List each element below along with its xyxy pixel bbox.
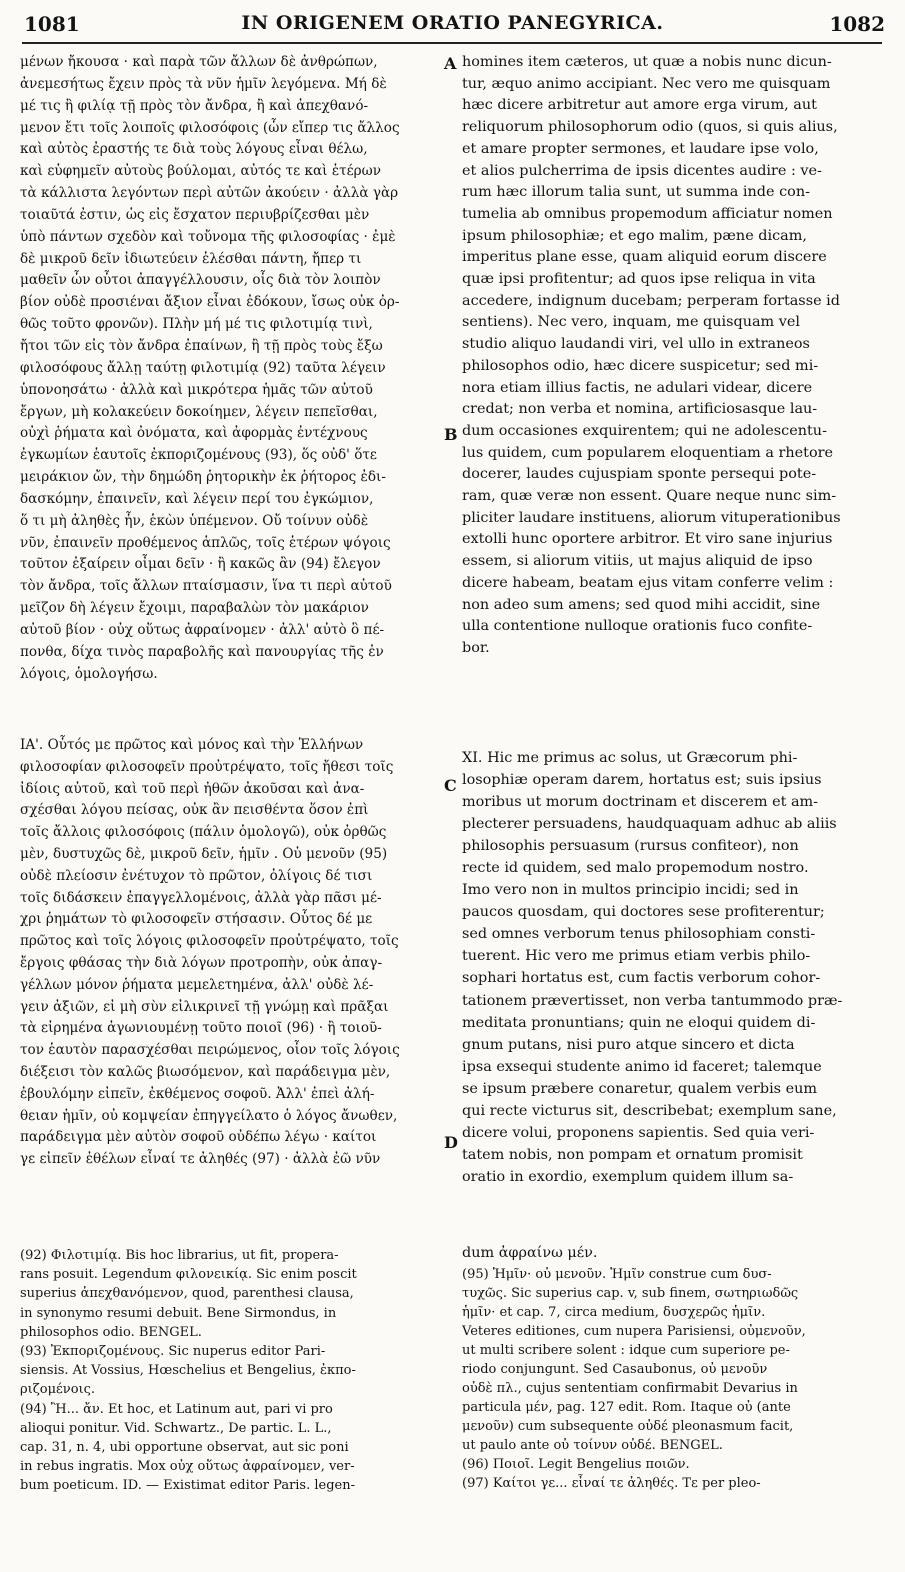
latin-text-line: quæ ipsi profitentur; ad quos ipse reliqua in vita (462, 271, 816, 288)
latin-text-line: recte id quidem, sed malo propemodum nostro. (462, 860, 809, 877)
latin-text-column (462, 52, 887, 660)
greek-text-line: δὲ μικροῦ δεῖν ἰδιωτεύειν ἑλέσθαι πάντη, ἤπερ τι (20, 250, 362, 267)
margin-mark-d: D (444, 1133, 458, 1152)
latin-text-line: non adeo sum amens; sed quod mihi accidit, sine (462, 596, 821, 613)
footnote-line: (97) Καίτοι γε... εἶναί τε ἀληθές. Τε per pleo- (462, 1476, 761, 1491)
running-header (0, 0, 905, 40)
latin-text-line: paucos quosdam, qui doctores sese profiterentur; (462, 904, 825, 921)
footnote-line: cap. 31, n. 4, ubi opportune observat, aut sic poni (20, 1440, 349, 1456)
greek-text-line: ἔργων, μὴ κολακεύειν δοκοίημεν, λέγειν πεπεῖσθαι, (20, 403, 378, 420)
greek-text-line: τὰ κάλλιστα λεγόντων περὶ αὐτῶν ἀκούειν · ἀλλὰ γὰρ (20, 185, 399, 202)
latin-text-line: ipsa exsequi studente animo id faceret; talemque (462, 1058, 822, 1075)
latin-text-line: se ipsum præbere conaretur, qualem verbis eum (462, 1080, 818, 1097)
running-title: IN ORIGENEM ORATIO PANEGYRICA. (241, 12, 664, 34)
footnote-line: ριζομένοις. (20, 1382, 96, 1398)
greek-text-line: πονθα, δίχα τινὸς παραβολῆς καὶ πανουργίας τῆς ἐν (20, 643, 384, 660)
latin-text-line: ram, quæ veræ non essent. Quare neque nunc sim- (462, 488, 837, 505)
latin-text-line: sophari hortatus est, cum factis verborum cohor- (462, 970, 821, 987)
greek-text-line: μὲν, δυστυχῶς δὲ, μικροῦ δεῖν, ἡμῖν . Οὐ μενοῦν (95) (20, 845, 388, 862)
latin-text-line: plecterer persuadens, haudquaquam adhuc ab aliis (462, 816, 837, 833)
footnote-line: Veteres editiones, cum nupera Parisiensi, οὐμενοῦν, (462, 1324, 806, 1339)
footnote-line: rans posuit. Legendum φιλονεικίᾳ. Sic enim poscit (20, 1267, 357, 1283)
greek-text-line: ἰδίοις αὐτοῦ, καὶ τοῦ περὶ ἠθῶν ἀκοῦσαι καὶ ἀνα- (20, 780, 365, 797)
greek-text-line: μενον ἔτι τοῖς λοιποῖς φιλοσόφοις (ὧν εἴπερ τις ἄλλος (20, 119, 400, 136)
latin-text-line: moribus ut morum doctrinam et discerem et am- (462, 794, 819, 811)
latin-text-line: essem, si aliorum vitiis, ut majus aliquid de ipso (462, 553, 813, 570)
greek-text-line: χρι ῥημάτων τὸ φιλοσοφεῖν στήσασιν. Οὗτος δέ με (20, 911, 373, 928)
latin-text-line: dum occasiones exquirentem; qui ne adolescentu- (462, 422, 827, 439)
greek-text-line: ὑπονοησάτω · ἀλλὰ καὶ μικρότερα ἡμᾶς τῶν αὐτοῦ (20, 381, 373, 398)
greek-text-line: νῦν, ἐπαινεῖν προθέμενος ἁπλῶς, τοῖς ἑτέρων ψόγοις (20, 534, 391, 551)
greek-text-line: τὸν ἄνδρα, τοῖς ἄλλων πταίσμασιν, ἵνα τι περὶ αὐτοῦ (20, 578, 392, 595)
greek-text-line: μειράκιον ὤν, τὴν δημώδη ῥητορικὴν ἐκ ῥήτορος ἐδι- (20, 469, 386, 486)
margin-mark-a: A (444, 54, 457, 73)
latin-text-line: philosophis persuasum (rursus confiteor), non (462, 838, 799, 855)
footnote-line: (93) Ἐκποριζομένους. Sic nuperus editor Pari- (20, 1344, 326, 1360)
latin-text-line: XI. Hic me primus ac solus, ut Græcorum phi- (462, 750, 798, 766)
greek-text-line: τον ἑαυτὸν παρασχέσθαι πειρώμενος, οἷον τοῖς λόγοις (20, 1042, 400, 1059)
latin-chapter-xi-column (462, 747, 887, 1188)
greek-text-line: ΙΑ'. Οὗτός με πρῶτος καὶ μόνος καὶ τὴν Ἑλλήνων (20, 737, 364, 753)
latin-text-line: tumelia ab omnibus propemodum afficiatur nomen (462, 205, 833, 222)
latin-text-line: imperitus plane esse, quam aliquid eorum discere (462, 249, 827, 266)
greek-text-line: τὰ εἰρημένα ἀγωνιουμένῃ τοῦτο ποιοῖ (96) · ἢ τοιοῦ- (20, 1020, 382, 1037)
greek-text-line: τοῦτον ἐξαίρειν οἶμαι δεῖν · ἢ κακῶς ἂν (94) ἔλεγον (20, 556, 381, 573)
latin-text-line: gnum putans, nisi puro atque sincero et dicta (462, 1036, 795, 1053)
latin-text-line: accedere, indignum ducebam; perperam fortasse id (462, 292, 840, 309)
greek-text-line: παράδειγμα μὲν αὐτὸν σοφοῦ οὐδέπω λέγω · καίτοι (20, 1129, 377, 1146)
page-number-right: 1082 (829, 12, 885, 36)
latin-text-line: credat; non verba et nomina, artificiosasque lau- (462, 401, 818, 418)
latin-text-line: tationem prævertisset, non verba tantummodo præ- (462, 992, 843, 1009)
latin-text-line: extolli hunc oportere arbitror. Et viro sane injurius (462, 531, 833, 548)
latin-text-line: dicere volui, proponens sapientis. Sed quia veri- (462, 1124, 815, 1141)
greek-text-line: ὅ τι μὴ ἀληθὲς ἦν, ἑκὼν ὑπέμενον. Οὔ τοίνυν οὐδὲ (20, 512, 369, 529)
latin-text-line: losophiæ operam darem, hortatus est; suis ipsius (462, 772, 822, 789)
greek-text-line: καὶ αὐτὸς ἐραστής τε διὰ τοὺς λόγους εἶναι θέλω, (20, 141, 368, 158)
greek-text-line: ἀνεμεσήτως ἔχειν πρὸς τὰ νῦν ἡμῖν λεγόμενα. Μή δὲ (20, 75, 387, 92)
footnote-line: ἡμῖν· et cap. 7, circa medium, δυσχερῶς ἡμῖν. (462, 1305, 766, 1320)
greek-text-line: δασκόμην, ἐπαινεῖν, καὶ λέγειν περί του ἐγκώμιον, (20, 490, 374, 507)
latin-text-line: ulla contentione nulloque orationis fuco confite- (462, 618, 813, 635)
latin-text-line: docerer, laudes cujuspiam sponte persequi pote- (462, 466, 817, 483)
footnotes-left (20, 1246, 445, 1496)
latin-text-line: oratio in exordio, exemplum quidem illum sa- (462, 1168, 794, 1185)
footnote-line: (92) Φιλοτιμίᾳ. Bis hoc librarius, ut fit, propera- (20, 1248, 339, 1263)
footnote-line: (94) Ἢ... ἄν. Et hoc, et Latinum aut, pari vi pro (20, 1401, 333, 1417)
greek-text-line: οὐχὶ ῥήματα καὶ ὀνόματα, καὶ ἀφορμὰς ἐντέχνους (20, 425, 368, 442)
greek-text-line: τοιαῦτά ἐστιν, ὡς εἰς ἔσχατον περιυβρίζεσθαι μὲν (20, 206, 370, 223)
latin-text-line: bor. (462, 639, 490, 656)
greek-text-line: βίον οὐδὲ προσιέναι ἄξιον εἶναι ἐδόκουν, ἴσως οὐκ ὀρ- (20, 294, 400, 311)
footnote-line: alioqui ponitur. Vid. Schwartz., De partic. L. L., (20, 1420, 332, 1436)
latin-text-line: dum ἀφραίνω μέν. (462, 1245, 598, 1261)
latin-text-line: homines item cæteros, ut quæ a nobis nunc dicun- (462, 54, 832, 70)
greek-text-line: ἐγκωμίων ἑαυτοῖς ἐκποριζομένους (93), ὅς οὐδ' ὅτε (20, 447, 377, 464)
footnote-line: in synonymo resumi debuit. Bene Sirmondus, in (20, 1305, 337, 1321)
latin-text-line: pliciter laudare instituens, aliorum vituperationibus (462, 509, 841, 526)
footnote-line: superius ἀπεχθανόμενον, quod, parenthesi clausa, (20, 1286, 354, 1302)
latin-text-line: tur, æquo animo accipiant. Nec vero me quisquam (462, 75, 831, 92)
footnote-line: philosophos odio. BENGEL. (20, 1324, 202, 1340)
greek-text-line: ὑπὸ πάντων σχεδὸν καὶ τοὔνομα τῆς φιλοσοφίας · ἐμὲ (20, 228, 396, 245)
greek-text-line: διέξεισι τὸν καλῶς βιωσόμενον, καὶ παράδειγμα μὲν, (20, 1063, 391, 1080)
greek-text-line: πρῶτος καὶ τοῖς λόγοις φιλοσοφεῖν προὐτρέψατο, τοῖς (20, 933, 399, 950)
latin-text-line: qui recte victurus sit, describebat; exemplum sane, (462, 1102, 837, 1119)
footnote-line: siensis. At Vossius, Hœschelius et Bengelius, ἐκπο- (20, 1363, 356, 1379)
greek-text-line: ἐβουλόμην εἰπεῖν, ἐκθέμενος σοφοῦ. Ἀλλ' ἐπεὶ ἀλή- (20, 1085, 375, 1102)
footnote-line: ut paulo ante οὐ τοίνυν οὐδέ. BENGEL. (462, 1438, 723, 1453)
greek-text-line: γέλλων μόνον ῥήματα μεμελετημένα, ἀλλ' οὐδὲ λέ- (20, 976, 374, 993)
footnote-line: ut multi scribere solent : idque cum superiore pe- (462, 1343, 790, 1358)
latin-text-line: sed omnes verborum tenus philosophiam consti- (462, 926, 816, 943)
greek-text-line: θειαν ἡμῖν, οὐ κομψείαν ἐπηγγείλατο ὁ λόγος ἄνωθεν, (20, 1107, 398, 1124)
latin-text-line: hæc dicere arbitretur aut amore erga virum, aut (462, 97, 817, 114)
header-rule (22, 42, 882, 44)
latin-text-line: studio aliquo laudandi viri, vel ullo in extraneos (462, 336, 810, 353)
margin-mark-c: C (444, 776, 457, 795)
greek-text-line: τοῖς ἄλλοις φιλοσόφοις (πάλιν ὁμολογῶ), οὐκ ὀρθῶς (20, 824, 387, 841)
latin-text-line: ipsum philosophiæ; et ego malim, pæne dicam, (462, 227, 807, 244)
footnote-line: in rebus ingratis. Mox οὐχ οὕτως ἀφραίνομεν, ver- (20, 1459, 355, 1475)
footnote-line: bum poeticum. ID. — Existimat editor Paris. legen- (20, 1478, 356, 1494)
greek-text-line: ἤτοι τῶν εἰς τὸν ἄνδρα ἐπαίνων, ἢ τῇ πρὸς τοὺς ἔξω (20, 337, 383, 354)
greek-text-line: αὐτοῦ βίον · οὐχ οὕτως ἀφραίνομεν · ἀλλ' αὐτὸ ὃ πέ- (20, 621, 385, 638)
greek-text-line: λόγοις, ὁμολογήσω. (20, 665, 158, 682)
latin-text-line: et amare propter sermones, et laudare ipse volo, (462, 140, 819, 157)
greek-text-line: φιλοσοφίαν φιλοσοφεῖν προὐτρέψατο, τοῖς ἤθεσι τοῖς (20, 758, 394, 775)
greek-text-column (20, 52, 445, 685)
greek-text-line: γειν ἀξιῶν, εἰ μὴ σὺν εἰλικρινεῖ τῇ γνώμῃ καὶ πρᾶξαι (20, 998, 389, 1015)
latin-continuation (462, 1243, 887, 1263)
latin-text-line: nora etiam illius factis, ne adulari videar, dicere (462, 379, 813, 396)
footnote-line: particula μέν, pag. 127 edit. Rom. Itaque οὐ (ante (462, 1400, 791, 1415)
latin-text-line: lus quidem, cum popularem eloquentiam a rhetore (462, 444, 834, 461)
latin-text-line: et alios pulcherrima de ipsis dicentes audire : ve- (462, 162, 822, 179)
greek-text-line: φιλοσόφους ἄλλῃ ταύτῃ φιλοτιμίᾳ (92) ταῦτα λέγειν (20, 359, 386, 376)
margin-mark-b: B (444, 425, 458, 444)
greek-text-line: μεῖζον δὴ λέγειν ἔχοιμι, παραβαλὼν τὸν μακάριον (20, 600, 369, 617)
greek-text-line: σχέσθαι λόγου πείσας, οὐκ ἂν πεισθέντα ὅσον ἐπὶ (20, 802, 369, 819)
latin-text-line: sentiens). Nec vero, inquam, me quisquam vel (462, 314, 801, 331)
latin-text-line: dicere habeam, beatam ejus vitam conferre velim : (462, 574, 834, 591)
greek-text-line: οὐδὲ πλείοσιν ἐνέτυχον τὸ πρῶτον, ὀλίγοις δέ τισι (20, 867, 373, 884)
footnote-line: (96) Ποιοῖ. Legit Bengelius ποιῶν. (462, 1457, 690, 1472)
greek-text-line: ἔργοις φθάσας τὴν διὰ λόγων προτροπὴν, οὐκ ἀπαγ- (20, 954, 383, 971)
greek-text-line: καὶ εὐφημεῖν αὐτοὺς βούλομαι, αὐτός τε καὶ ἑτέρων (20, 163, 382, 180)
greek-text-line: μαθεῖν ὧν οὗτοι ἀπαγγέλλουσιν, οἷς διὰ τὸν λοιπὸν (20, 272, 381, 289)
latin-text-line: rum hæc illorum talia sunt, ut summa inde con- (462, 184, 810, 201)
latin-text-line: Imo vero non in multos principio incidi; sed in (462, 882, 799, 899)
greek-chapter-xi-column (20, 735, 445, 1171)
footnote-line: riodo conjungunt. Sed Casaubonus, οὐ μενοῦν (462, 1362, 768, 1377)
footnote-line: (95) Ἡμῖν· οὐ μενοῦν. Ἡμῖν construe cum δυσ- (462, 1267, 772, 1282)
latin-text-line: tuerent. Hic vero me primus etiam verbis philo- (462, 948, 811, 965)
latin-text-line: tatem nobis, non pompam et ornatum promisit (462, 1146, 803, 1163)
greek-text-line: γε εἰπεῖν ἐθέλων εἶναί τε ἀληθές (97) · ἀλλὰ ἐῶ νῦν (20, 1151, 381, 1168)
latin-text-line: reliquorum philosophorum odio (quos, si quis alius, (462, 119, 838, 136)
latin-text-line: philosophos odio, hæc dicere suspicetur; sed mi- (462, 357, 819, 374)
greek-text-line: τοῖς διδάσκειν ἐπαγγελλομένοις, ἀλλὰ γὰρ πᾶσι μέ- (20, 889, 382, 906)
page-number-left: 1081 (24, 12, 80, 36)
greek-text-line: θῶς τοῦτο φρονῶν). Πλὴν μή μέ τις φιλοτιμίᾳ τινὶ, (20, 316, 373, 333)
greek-text-line: μέ τις ἢ φιλίᾳ τῇ πρὸς τὸν ἄνδρα, ἢ καὶ ἀπεχθανό- (20, 97, 369, 114)
footnote-line: μενοῦν) cum subsequente οὐδέ pleonasmum facit, (462, 1419, 794, 1434)
footnote-line: τυχῶς. Sic superius cap. v, sub finem, σωτηριωδῶς (462, 1286, 799, 1301)
latin-text-line: meditata pronuntians; quin ne eloqui quidem di- (462, 1014, 816, 1031)
footnote-line: οὐδὲ πλ., cujus sententiam confirmabit Devarius in (462, 1381, 798, 1396)
greek-text-line: μένων ἤκουσα · καὶ παρὰ τῶν ἄλλων δὲ ἀνθρώπων, (20, 54, 378, 70)
footnotes-right (462, 1265, 887, 1493)
